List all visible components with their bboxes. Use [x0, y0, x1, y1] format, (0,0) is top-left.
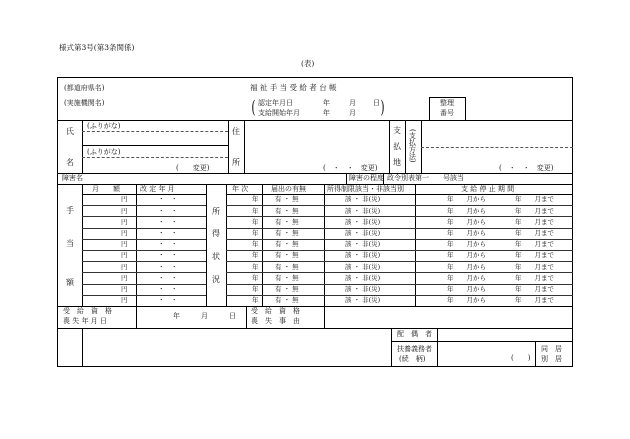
open-bracket: ( [251, 97, 256, 118]
payment-year: 年 [323, 109, 330, 117]
ref-label-1: 整理 [440, 99, 454, 107]
stop-to-cell: 年 月まで [515, 262, 554, 271]
stop-to-cell: 年 月まで [515, 296, 554, 305]
amount-cell: 円 [121, 195, 128, 204]
report-cell: 有 ・ 無 [275, 228, 299, 237]
stop-from-cell: 年 月から [447, 240, 486, 249]
limit-cell: 該 ・ 非(災) [345, 284, 381, 293]
revision-cell: ・ ・ [158, 262, 178, 271]
stop-to-cell: 年 月まで [515, 217, 554, 226]
stop-from-cell: 年 月から [447, 251, 486, 260]
ledger-title: 福 祉 手 当 受 給 者 台 帳 [250, 83, 337, 92]
amount-cell: 円 [121, 284, 128, 293]
limit-cell: 該 ・ 非(災) [345, 240, 381, 249]
stop-to-cell: 年 月まで [515, 251, 554, 260]
disability-name-label: 障害名 [62, 174, 83, 182]
stop-from-cell: 年 月から [447, 273, 486, 282]
revision-cell: ・ ・ [158, 273, 178, 282]
revision-cell: ・ ・ [158, 206, 178, 215]
payment-start-label: 支給開始年月 [258, 109, 300, 117]
pay-place-label-1: 支 [393, 126, 401, 135]
stop-from-cell: 年 月から [447, 206, 486, 215]
supporter-label-2: (続 柄) [399, 355, 426, 363]
limit-cell: 該 ・ 非(災) [345, 217, 381, 226]
report-cell: 有 ・ 無 [275, 206, 299, 215]
loss-reason-label-1: 受 給 資 格 [251, 307, 300, 315]
col-stop: 支 給 停 止 期 間 [461, 185, 515, 193]
stop-from-cell: 年 月から [447, 228, 486, 237]
report-cell: 有 ・ 無 [275, 273, 299, 282]
cert-day: 日 [373, 99, 380, 107]
col-limit: 所得制限該当・非該当別 [327, 185, 404, 193]
report-cell: 有 ・ 無 [275, 296, 299, 305]
pay-place-label-2: 払 [393, 142, 401, 151]
report-cell: 有 ・ 無 [275, 284, 299, 293]
year-cell: 年 [252, 296, 259, 305]
stop-to-cell: 年 月まで [515, 206, 554, 215]
name-label-1: 氏 [66, 127, 74, 136]
amount-cell: 円 [121, 296, 128, 305]
year-cell: 年 [252, 217, 259, 226]
amount-cell: 円 [121, 273, 128, 282]
name-change: ( 変更) [176, 164, 210, 172]
revision-cell: ・ ・ [158, 240, 178, 249]
stop-from-cell: 年 月から [447, 217, 486, 226]
income-label-4: 況 [212, 275, 220, 284]
year-cell: 年 [252, 251, 259, 260]
year-cell: 年 [252, 195, 259, 204]
supporter-paren: ( ) [511, 354, 531, 362]
report-cell: 有 ・ 無 [275, 217, 299, 226]
year-cell: 年 [252, 240, 259, 249]
loss-date-label-2: 喪 失 年 月 日 [63, 317, 107, 325]
limit-cell: 該 ・ 非(災) [345, 262, 381, 271]
year-cell: 年 [252, 228, 259, 237]
stop-from-cell: 年 月から [447, 262, 486, 271]
furigana-1: (ふりがな) [87, 122, 121, 130]
address-label-2: 所 [232, 158, 240, 167]
payment-month: 月 [349, 109, 356, 117]
allowance-label-2: 当 [66, 239, 74, 248]
address-change: ( ・ ・ 変更) [323, 164, 378, 172]
income-label-1: 所 [212, 207, 220, 216]
stop-from-cell: 年 月から [447, 296, 486, 305]
form-number: 様式第3号(第3条関係) [59, 43, 135, 52]
side-label: (表) [301, 59, 315, 68]
amount-cell: 円 [121, 228, 128, 237]
gov-table-label: 政令別表第一 号該当 [387, 174, 464, 182]
amount-cell: 円 [121, 217, 128, 226]
agency-label: (実施機関名) [64, 99, 105, 107]
stop-from-cell: 年 月から [447, 195, 486, 204]
year-cell: 年 [252, 284, 259, 293]
separate-label: 別 居 [541, 355, 562, 363]
amount-cell: 円 [121, 206, 128, 215]
loss-reason-label-2: 喪 失 事 由 [251, 317, 300, 325]
stop-to-cell: 年 月まで [515, 228, 554, 237]
close-bracket: ) [380, 97, 385, 118]
report-cell: 有 ・ 無 [275, 262, 299, 271]
address-label-1: 住 [232, 127, 240, 136]
revision-cell: ・ ・ [158, 251, 178, 260]
limit-cell: 該 ・ 非(災) [345, 228, 381, 237]
pay-method-label: (支払方法) [408, 129, 417, 163]
cohabit-label: 同 居 [541, 345, 562, 353]
limit-cell: 該 ・ 非(災) [345, 195, 381, 204]
col-report: 届出の有無 [271, 185, 306, 193]
stop-to-cell: 年 月まで [515, 284, 554, 293]
allowance-label-1: 手 [66, 206, 74, 215]
stop-to-cell: 年 月まで [515, 273, 554, 282]
revision-cell: ・ ・ [158, 217, 178, 226]
stop-to-cell: 年 月まで [515, 240, 554, 249]
supporter-label-1: 扶養義務者 [397, 345, 432, 353]
loss-date-label-1: 受 給 資 格 [63, 307, 112, 315]
income-label-3: 状 [212, 252, 220, 261]
amount-cell: 円 [121, 240, 128, 249]
prefecture-label: (都道府県名) [64, 84, 105, 92]
amount-cell: 円 [121, 251, 128, 260]
cert-month: 月 [349, 99, 356, 107]
report-cell: 有 ・ 無 [275, 251, 299, 260]
revision-cell: ・ ・ [158, 195, 178, 204]
report-cell: 有 ・ 無 [275, 195, 299, 204]
income-label-2: 得 [212, 229, 220, 238]
limit-cell: 該 ・ 非(災) [345, 273, 381, 282]
year-cell: 年 [252, 206, 259, 215]
revision-cell: ・ ・ [158, 284, 178, 293]
cert-date-label: 認定年月日 [258, 99, 293, 107]
loss-date-value: 年 月 日 [173, 312, 236, 320]
allowance-label-3: 額 [66, 278, 74, 287]
revision-cell: ・ ・ [158, 296, 178, 305]
limit-cell: 該 ・ 非(災) [345, 296, 381, 305]
revision-cell: ・ ・ [158, 228, 178, 237]
disability-degree-label: 障害の程度 [349, 174, 384, 182]
stop-from-cell: 年 月から [447, 284, 486, 293]
limit-cell: 該 ・ 非(災) [345, 206, 381, 215]
cert-year: 年 [323, 99, 330, 107]
limit-cell: 該 ・ 非(災) [345, 251, 381, 260]
col-revision: 改 定 年 月 [140, 185, 175, 193]
year-cell: 年 [252, 273, 259, 282]
amount-cell: 円 [121, 262, 128, 271]
name-label-2: 名 [66, 158, 74, 167]
stop-to-cell: 年 月まで [515, 195, 554, 204]
spouse-label: 配 偶 者 [397, 330, 432, 338]
pay-place-change: ( ・ ・ 変更) [499, 164, 554, 172]
col-year: 年 次 [232, 185, 249, 193]
ref-label-2: 番号 [440, 109, 454, 117]
pay-place-label-3: 地 [393, 158, 401, 167]
year-cell: 年 [252, 262, 259, 271]
report-cell: 有 ・ 無 [275, 240, 299, 249]
col-amount: 月 額 [92, 185, 120, 193]
furigana-2: (ふりがな) [87, 148, 121, 156]
